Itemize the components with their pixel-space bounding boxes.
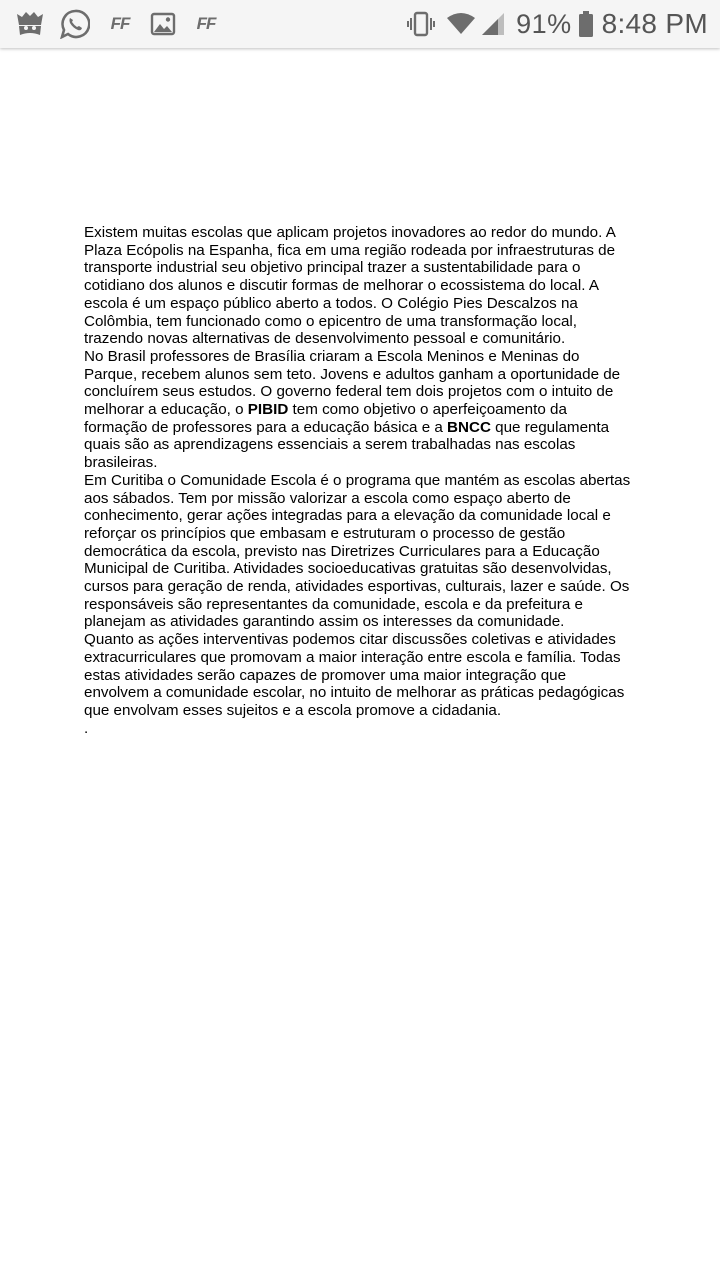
battery-icon (578, 10, 594, 38)
pibid-term: PIBID (247, 401, 289, 419)
gallery-icon (150, 12, 176, 36)
paragraph-curitiba: Em Curitiba o Comunidade Escola é o programa que mantém as escolas abertas aos sábados. Tem por missão valorizar a escola como espaço aberto de conhecimento, gerar ações integradas para a elevação da comunidade local e reforçar os princípios que embasam e estruturam o processo de gestão democrática da escola, previsto nas Diretrizes Curriculares para a Educação Municipal de Curitiba. Atividades socioeducativas gratuitas são desenvolvidas, cursos para geração de renda, atividades esportivas, culturais, lazer e saúde. Os responsáveis são representantes da comunidade, escola e da prefeitura e planejam as atividades garantindo assim os interesses da comunidade. (84, 471, 631, 631)
wifi-icon (446, 12, 476, 36)
notification-icons (0, 9, 236, 39)
paragraph-text: que regulamenta quais são as aprendizagens essenciais a serem trabalhadas nas escolas brasileiras. (84, 418, 610, 472)
paragraph-interventions: Quanto as ações interventivas podemos citar discussões coletivas e atividades extracurriculares que promovam a maior interação entre escola e família. Todas estas atividades serão capazes de promover uma maior integração que envolvem a comunidade escolar, no intuito de melhorar as práticas pedagógicas que envolvam esses sujeitos e a escola promove a cidadania. (84, 631, 625, 719)
trailing-period: . (84, 719, 89, 737)
status-bar (0, 0, 720, 48)
ff-app-icon: FF (110, 14, 130, 33)
clock: 8:48 PM (601, 8, 708, 39)
battery-percent: 91% (516, 8, 572, 39)
paragraph-text: No Brasil professores de Brasília criaram a Escola Meninos e Meninas do Parque, recebem alunos sem teto. Jovens e adultos ganham a oportunidade de concluírem seus estudos. O governo federal tem dois projetos com o intuito de melhorar a educação, o (84, 347, 621, 419)
ff-app-icon: FF (196, 14, 216, 33)
paragraph-brazil-projects (84, 348, 632, 472)
castle-app-icon (16, 11, 44, 37)
whatsapp-icon (60, 9, 90, 39)
vibrate-icon (406, 10, 436, 38)
cell-signal-icon (480, 11, 506, 37)
paragraph-text: tem como objetivo o aperfeiçoamento da formação de professores para a educação básica e a (84, 401, 567, 436)
system-status (406, 8, 720, 40)
paragraph-schools-abroad: Existem muitas escolas que aplicam projetos inovadores ao redor do mundo. A Plaza Ecópolis na Espanha, fica em uma região rodeada por infraestruturas de transporte industrial seu objetivo principal trazer a sustentabilidade para o cotidiano dos alunos e discutir formas de melhorar o ecossistema do local. A escola é um espaço público aberto a todos. O Colégio Pies Descalzos na Colômbia, tem funcionado como o epicentro de uma transformação local, trazendo novas alternativas de desenvolvimento pessoal e comunitário. (84, 224, 616, 348)
bncc-term: BNCC (447, 418, 491, 436)
article-body (84, 224, 632, 737)
